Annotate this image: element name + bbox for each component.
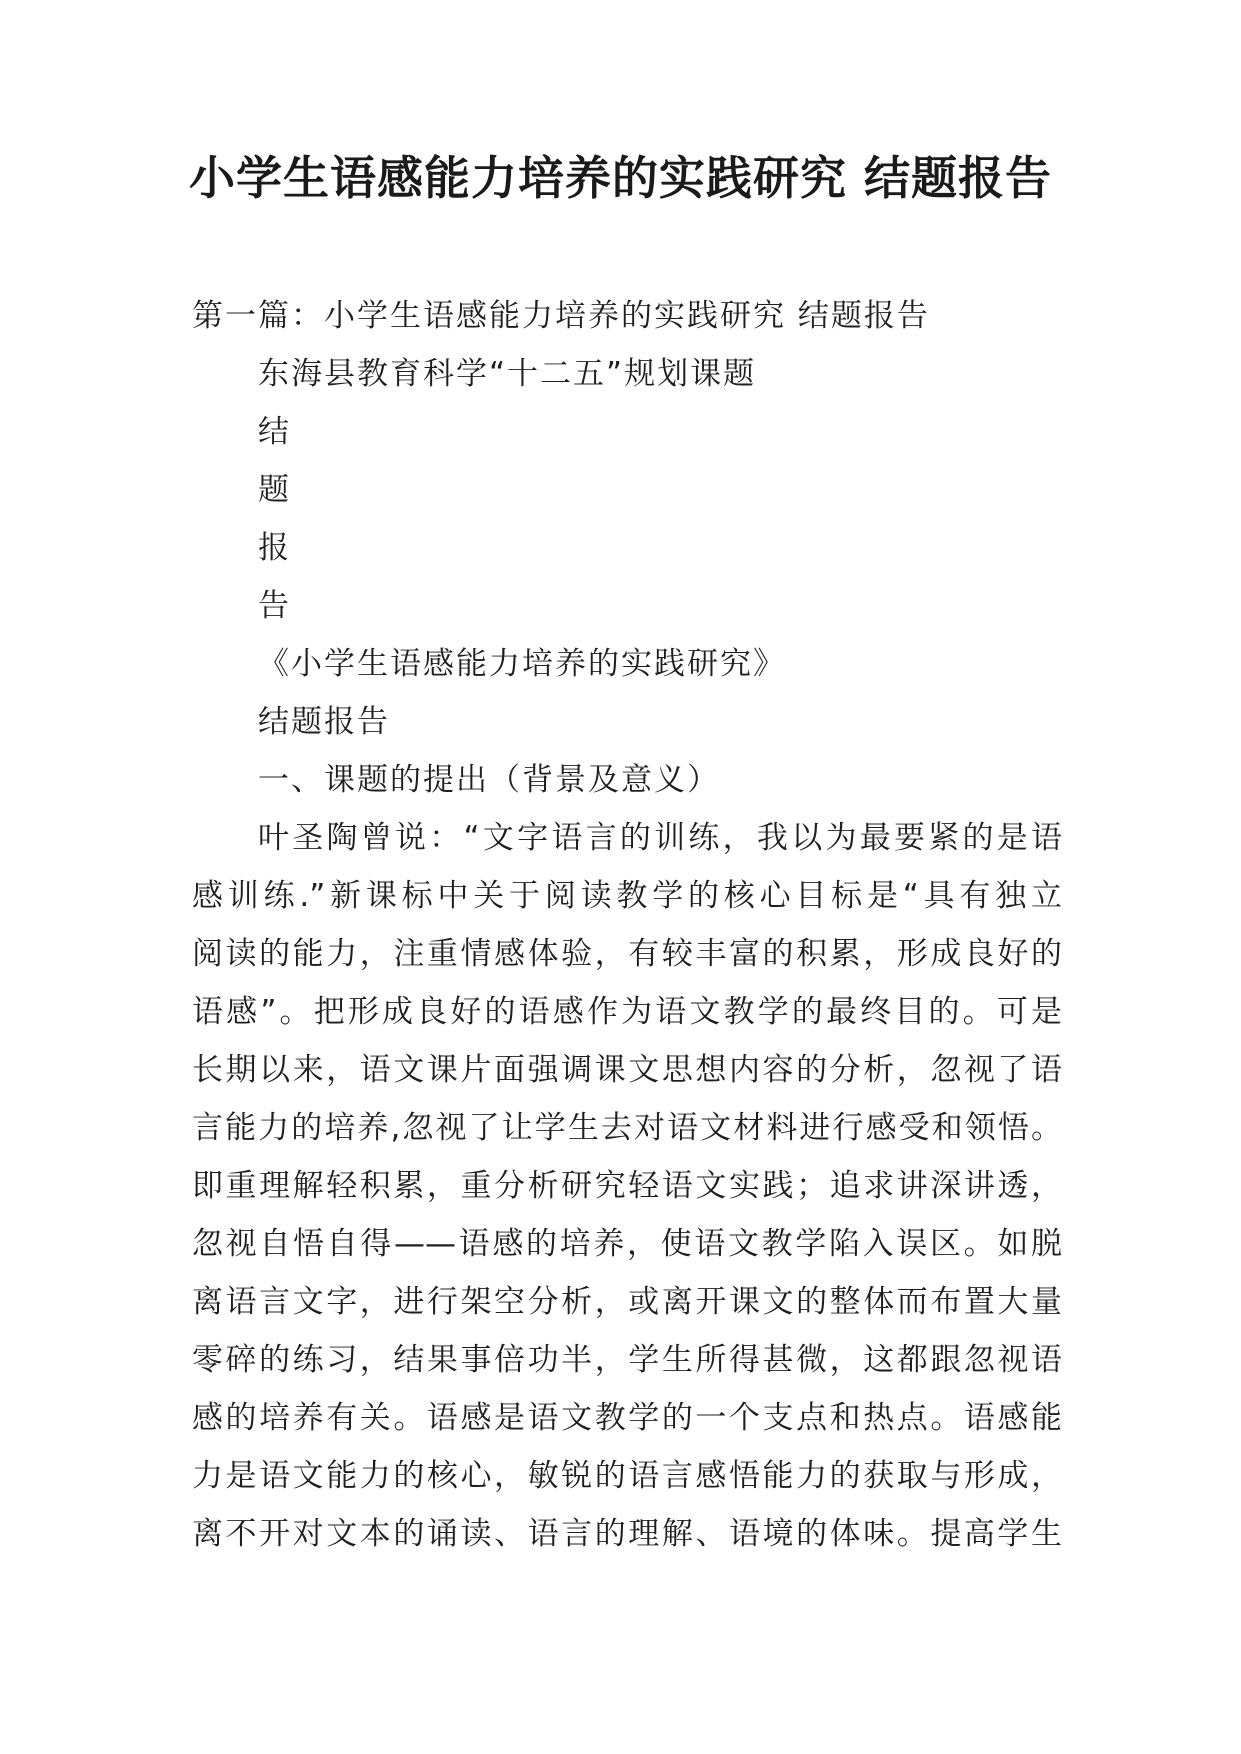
vertical-title-char: 告 (258, 588, 291, 624)
paragraph-line: 阅读的能力，注重情感体验，有较丰富的积累，形成良好的 (192, 936, 1062, 972)
report-label-line: 结题报告 (258, 704, 390, 740)
paragraph-line: 离语言文字，进行架空分析，或离开课文的整体而布置大量 (192, 1284, 1062, 1320)
vertical-title-char: 报 (258, 530, 291, 566)
paragraph-line: 感训练.”新课标中关于阅读教学的核心目标是“具有独立 (192, 878, 1062, 914)
chapter-heading: 第一篇：小学生语感能力培养的实践研究 结题报告 (192, 298, 930, 334)
paragraph-line: 语感”。把形成良好的语感作为语文教学的最终目的。可是 (192, 994, 1062, 1030)
vertical-title-char: 题 (258, 472, 291, 508)
paragraph-line: 长期以来，语文课片面强调课文思想内容的分析，忽视了语 (192, 1052, 1062, 1088)
paragraph-line: 感的培养有关。语感是语文教学的一个支点和热点。语感能 (192, 1400, 1062, 1436)
paragraph-line: 即重理解轻积累，重分析研究轻语文实践；追求讲深讲透， (192, 1168, 1062, 1204)
paragraph-line: 言能力的培养,忽视了让学生去对语文材料进行感受和领悟。 (192, 1110, 1062, 1146)
paragraph-line: 忽视自悟自得——语感的培养，使语文教学陷入误区。如脱 (192, 1226, 1062, 1262)
paragraph-line: 叶圣陶曾说：“文字语言的训练，我以为最要紧的是语 (258, 820, 1062, 856)
vertical-title-char: 结 (258, 414, 291, 450)
document-title: 小学生语感能力培养的实践研究 结题报告 (188, 151, 1052, 205)
paragraph-line: 离不开对文本的诵读、语言的理解、语境的体味。提高学生 (192, 1516, 1062, 1552)
paragraph-line: 零碎的练习，结果事倍功半，学生所得甚微，这都跟忽视语 (192, 1342, 1062, 1378)
section-heading: 一、课题的提出（背景及意义） (258, 762, 720, 798)
intro-section (192, 287, 1062, 809)
paragraph-line: 力是语文能力的核心，敏锐的语言感悟能力的获取与形成， (192, 1458, 1062, 1494)
background-paragraph (192, 809, 1062, 1563)
project-source-line: 东海县教育科学“十二五”规划课题 (258, 356, 757, 392)
project-name-line: 《小学生语感能力培养的实践研究》 (258, 646, 786, 682)
